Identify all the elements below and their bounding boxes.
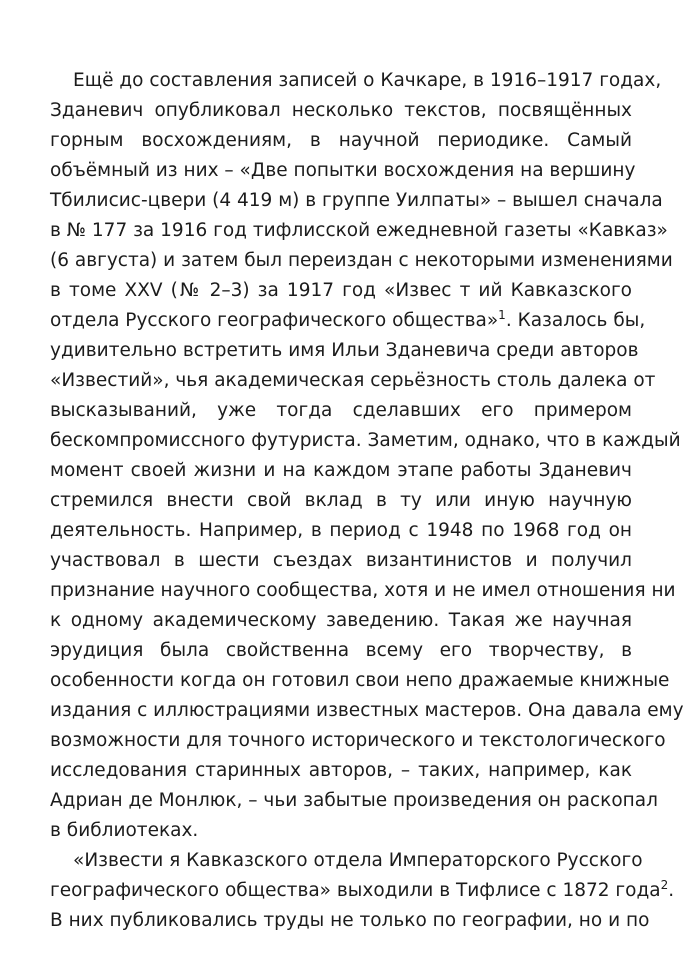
footnote-ref-1[interactable]: 1 bbox=[498, 308, 506, 322]
text-line: издания с иллюстрациями известных мастеров. Она давала ему bbox=[50, 700, 684, 721]
text-line-with-footnote bbox=[50, 307, 646, 335]
text-line: Адриан де Монлюк, – чьи забытые произведения он раскопал bbox=[50, 790, 658, 811]
text-line: в № 177 за 1916 год тифлисской ежедневной газеты «Кавказ» bbox=[50, 220, 668, 241]
text-line: в томе XXV (№ 2–3) за 1917 год «Извес т ий Кавказского bbox=[50, 280, 632, 301]
text-line: стремился внести свой вклад в ту или иную научную bbox=[50, 490, 632, 511]
text-line: высказываний, уже тогда сделавших его примером bbox=[50, 400, 632, 421]
text-line: участвовал в шести съездах византинистов и получил bbox=[50, 550, 632, 571]
text-line: горным восхождениям, в научной периодике. Самый bbox=[50, 130, 632, 151]
text-line: «Извести я Кавказского отдела Императорского Русского bbox=[73, 850, 643, 871]
text-line: особенности когда он готовил свои непо дражаемые книжные bbox=[50, 670, 670, 691]
text-line: эрудиция была свойственна всему его творчеству, в bbox=[50, 640, 632, 661]
text-line: к одному академическому заведению. Такая же научная bbox=[50, 610, 632, 631]
text-line: бескомпромиссного футуриста. Заметим, однако, что в каждый bbox=[50, 430, 681, 451]
text-line: Зданевич опубликовал несколько текстов, посвящённых bbox=[50, 100, 632, 121]
text-line: Ещё до составления записей о Качкаре, в 1916–1917 годах, bbox=[73, 70, 662, 91]
text-line: объёмный из них – «Две попытки восхождения на вершину bbox=[50, 160, 636, 181]
text-line: исследования старинных авторов, – таких, например, как bbox=[50, 760, 632, 781]
text-segment: . bbox=[668, 880, 675, 901]
text-line: возможности для точного исторического и текстологического bbox=[50, 730, 666, 751]
text-line: Тбилисис-цвери (4 419 м) в группе Уилпаты» – вышел сначала bbox=[50, 190, 663, 211]
text-line: момент своей жизни и на каждом этапе работы Зданевич bbox=[50, 460, 632, 481]
footnote-ref-2[interactable]: 2 bbox=[660, 878, 669, 892]
text-line: В них публиковались труды не только по географии, но и по bbox=[50, 910, 650, 931]
text-line: (6 августа) и затем был переиздан с некоторыми изменениями bbox=[50, 250, 673, 271]
text-segment: географического общества» выходили в Тифлисе с 1872 года bbox=[50, 880, 661, 901]
text-line: «Известий», чья академическая серьёзность столь далека от bbox=[50, 370, 656, 391]
text-segment: . Казалось бы, bbox=[505, 310, 646, 331]
text-line-with-footnote bbox=[50, 877, 675, 905]
text-line: в библиотеках. bbox=[50, 820, 199, 841]
text-line: деятельность. Например, в период с 1948 по 1968 год он bbox=[50, 520, 632, 541]
text-line: признание научного сообщества, хотя и не имел отношения ни bbox=[50, 580, 676, 601]
text-segment: отдела Русского географического общества» bbox=[50, 310, 499, 331]
text-line: удивительно встретить имя Ильи Зданевича среди авторов bbox=[50, 340, 639, 361]
